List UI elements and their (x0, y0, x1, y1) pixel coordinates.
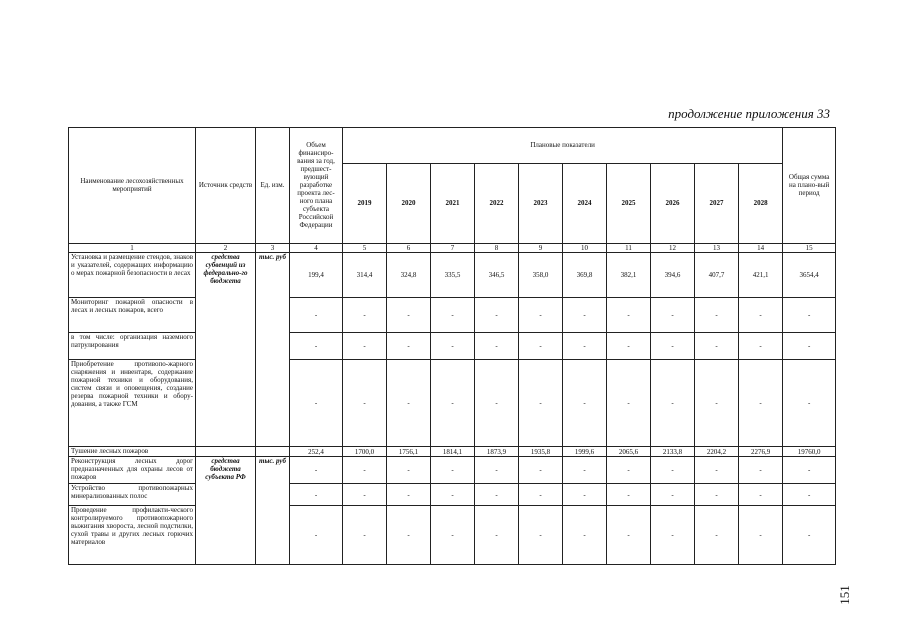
value-cell: - (563, 360, 607, 447)
value-cell: - (387, 360, 431, 447)
value-cell: - (387, 506, 431, 565)
value-cell: - (695, 456, 739, 483)
group1-rows (69, 253, 836, 457)
value-cell: - (739, 506, 783, 565)
column-number: 2 (196, 243, 256, 252)
column-number: 10 (563, 243, 607, 252)
value-cell: - (519, 456, 563, 483)
value-cell: - (739, 332, 783, 359)
table-row (69, 456, 836, 483)
value-cell: - (290, 456, 343, 483)
value-cell: - (651, 332, 695, 359)
value-cell: - (739, 456, 783, 483)
column-number: 11 (607, 243, 651, 252)
value-cell: - (783, 332, 836, 359)
value-cell: 324,8 (387, 253, 431, 298)
value-cell: - (343, 298, 387, 333)
value-cell: 421,1 (739, 253, 783, 298)
value-cell: - (695, 484, 739, 506)
activity-name: Устройство противопожарных минерализованных полос (69, 484, 196, 506)
value-cell: - (519, 332, 563, 359)
value-cell: 394,6 (651, 253, 695, 298)
value-cell: - (343, 484, 387, 506)
table-row (69, 332, 836, 359)
activity-name: Приобретение противопо-жарного снаряжения и инвентаря, содержание пожарной техники и оборудования, систем связи и оповещения, создание резерва пожарной техники и обору-дования, а также ГСМ (69, 360, 196, 447)
header-planned: Плановые показатели (343, 128, 783, 164)
planned-indicators-table (68, 127, 836, 565)
value-cell: - (607, 332, 651, 359)
header-year: 2019 (343, 163, 387, 243)
column-number: 8 (475, 243, 519, 252)
header-year: 2028 (739, 163, 783, 243)
page-number: 151 (837, 585, 852, 605)
header-year: 2020 (387, 163, 431, 243)
value-cell: - (343, 456, 387, 483)
table-row (69, 447, 836, 457)
value-cell: 314,4 (343, 253, 387, 298)
value-cell: 2276,9 (739, 447, 783, 457)
value-cell: - (695, 506, 739, 565)
header-year: 2024 (563, 163, 607, 243)
appendix-caption: продолжение приложения 33 (668, 106, 830, 121)
value-cell: 1814,1 (431, 447, 475, 457)
value-cell: - (563, 484, 607, 506)
unit-of-measure: тыс. руб (256, 253, 290, 447)
value-cell: - (651, 506, 695, 565)
value-cell: 3654,4 (783, 253, 836, 298)
value-cell: - (431, 456, 475, 483)
value-cell: 1873,9 (475, 447, 519, 457)
value-cell: - (739, 484, 783, 506)
unit-of-measure: тыс. руб (256, 456, 290, 564)
activity-name: Мониторинг пожарной опасности в лесах и лесных пожаров, всего (69, 298, 196, 333)
value-cell: - (475, 456, 519, 483)
value-cell: 382,1 (607, 253, 651, 298)
value-cell: - (783, 506, 836, 565)
value-cell: - (695, 360, 739, 447)
column-number: 14 (739, 243, 783, 252)
value-cell: - (695, 298, 739, 333)
value-cell: - (431, 484, 475, 506)
value-cell: - (387, 456, 431, 483)
value-cell: 2204,2 (695, 447, 739, 457)
value-cell: - (343, 506, 387, 565)
header-name: Наименование лесохозяйственных мероприятий (69, 128, 196, 244)
activity-name: Тушение лесных пожаров (69, 447, 196, 457)
activity-name: Реконструкция лесных дорог предназначенных для охраны лесов от пожаров (69, 456, 196, 483)
value-cell: 369,8 (563, 253, 607, 298)
value-cell: 1935,8 (519, 447, 563, 457)
value-cell: - (651, 484, 695, 506)
value-cell: 2065,6 (607, 447, 651, 457)
value-cell: - (343, 332, 387, 359)
value-cell: - (519, 298, 563, 333)
value-cell: - (607, 298, 651, 333)
value-cell: - (431, 506, 475, 565)
value-cell: - (475, 332, 519, 359)
activity-name: в том числе: организация наземного патрулирования (69, 332, 196, 359)
value-cell: - (695, 332, 739, 359)
value-cell: - (290, 484, 343, 506)
value-cell: - (519, 506, 563, 565)
activity-name: Установка и размещение стендов, знаков и указателей, содержащих информацию о мерах пожарной безопасности в лесах (69, 253, 196, 298)
header-source: Источник средств (196, 128, 256, 244)
value-cell: 19760,0 (783, 447, 836, 457)
value-cell: 1700,0 (343, 447, 387, 457)
value-cell: - (475, 484, 519, 506)
value-cell: 407,7 (695, 253, 739, 298)
header-year: 2026 (651, 163, 695, 243)
value-cell: - (431, 332, 475, 359)
header-year: 2023 (519, 163, 563, 243)
value-cell: 335,5 (431, 253, 475, 298)
value-cell: - (607, 360, 651, 447)
funding-source: средства бюджета субъекта РФ (196, 456, 256, 564)
table-row (69, 253, 836, 298)
activity-name: Проведение профилакти-ческого контролируемого противопожарного выжигания хвороста, лесной подстилки, сухой травы и других лесных горючих материалов (69, 506, 196, 565)
value-cell: - (651, 456, 695, 483)
header-unit: Ед. изм. (256, 128, 290, 244)
table-row (69, 506, 836, 565)
funding-source: средства субвенций из федерально-го бюджета (196, 253, 256, 447)
value-cell: 358,0 (519, 253, 563, 298)
value-cell: - (739, 298, 783, 333)
header-year: 2021 (431, 163, 475, 243)
column-number: 13 (695, 243, 739, 252)
column-number: 1 (69, 243, 196, 252)
header-year: 2027 (695, 163, 739, 243)
column-number: 12 (651, 243, 695, 252)
value-cell: - (607, 484, 651, 506)
column-number: 6 (387, 243, 431, 252)
table-row (69, 484, 836, 506)
value-cell: 346,5 (475, 253, 519, 298)
value-cell: - (290, 298, 343, 333)
value-cell: - (475, 298, 519, 333)
value-cell: - (563, 298, 607, 333)
value-cell: 252,4 (290, 447, 343, 457)
value-cell: - (783, 456, 836, 483)
value-cell: - (607, 506, 651, 565)
unit-of-measure (256, 447, 290, 457)
value-cell: - (387, 332, 431, 359)
column-number: 15 (783, 243, 836, 252)
value-cell: - (387, 484, 431, 506)
value-cell: - (387, 298, 431, 333)
value-cell: 2133,8 (651, 447, 695, 457)
value-cell: - (290, 332, 343, 359)
value-cell: - (290, 360, 343, 447)
value-cell: - (431, 298, 475, 333)
value-cell: 199,4 (290, 253, 343, 298)
value-cell: 1756,1 (387, 447, 431, 457)
value-cell: - (519, 360, 563, 447)
header-total: Общая сумма на плано-вый период (783, 128, 836, 244)
value-cell: - (783, 484, 836, 506)
value-cell: - (651, 298, 695, 333)
value-cell: - (651, 360, 695, 447)
value-cell: - (290, 506, 343, 565)
value-cell: - (783, 360, 836, 447)
value-cell: - (563, 332, 607, 359)
value-cell: - (739, 360, 783, 447)
column-number: 7 (431, 243, 475, 252)
value-cell: - (475, 360, 519, 447)
table-row (69, 360, 836, 447)
header-year: 2022 (475, 163, 519, 243)
value-cell: - (783, 298, 836, 333)
value-cell: - (343, 360, 387, 447)
table-row (69, 298, 836, 333)
column-number: 9 (519, 243, 563, 252)
value-cell: - (519, 484, 563, 506)
column-number: 3 (256, 243, 290, 252)
column-number: 5 (343, 243, 387, 252)
value-cell: - (475, 506, 519, 565)
value-cell: - (563, 456, 607, 483)
group2-rows (69, 456, 836, 564)
value-cell: - (607, 456, 651, 483)
funding-source (196, 447, 256, 457)
value-cell: - (563, 506, 607, 565)
value-cell: - (431, 360, 475, 447)
header-volume: Объем финансиро-вания за год, предшест-вующий разработке проекта лес-ного плана субъекта Российской Федерации (290, 128, 343, 244)
value-cell: 1999,6 (563, 447, 607, 457)
header-year: 2025 (607, 163, 651, 243)
column-number: 4 (290, 243, 343, 252)
